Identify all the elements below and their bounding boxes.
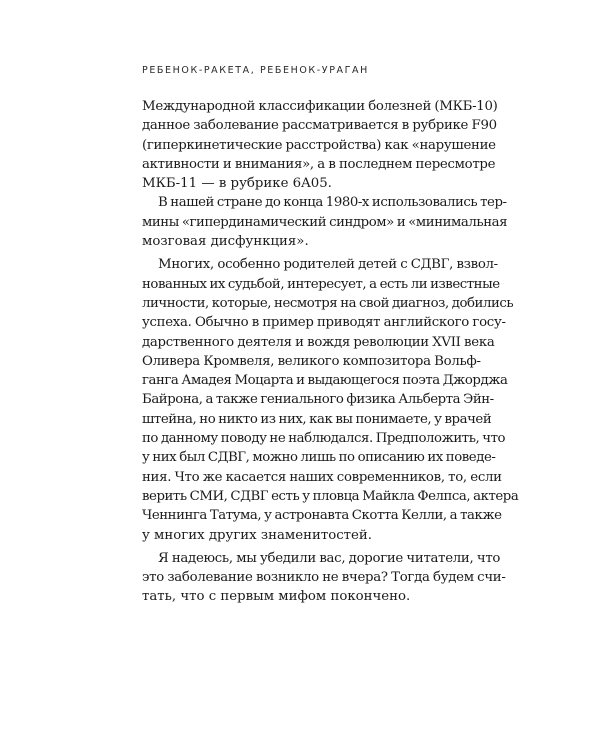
running-head: РЕБЕНОК-РАКЕТА, РЕБЕНОК-УРАГАН [142, 65, 369, 76]
text-line: В нашей стране до конца 1980-х использовались тер- [158, 195, 507, 211]
text-line: это заболевание возникло не вчера? Тогда будем счи- [142, 570, 506, 586]
paragraph-4 [142, 549, 506, 607]
text-line: у них был СДВГ, можно лишь по описанию их поведе- [142, 450, 496, 466]
text-line: Байрона, а также гениального физика Альберта Эйн- [142, 392, 494, 408]
text-line: штейна, но никто из них, как вы понимаете, у врачей [142, 411, 492, 427]
text-line: дарственного деятеля и вождя революции XVII века [142, 334, 495, 350]
text-line: личности, которые, несмотря на свой диагноз, добились [142, 295, 514, 311]
text-line: Ченнинга Татума, у астронавта Скотта Келли, а также [142, 508, 502, 524]
text-line: успеха. Обычно в пример приводят английского госу- [142, 315, 506, 331]
text-line: Международной классификации болезней (МКБ-10) [142, 99, 498, 114]
text-line: по данному поводу не наблюдался. Предположить, что [142, 431, 506, 447]
paragraph-2 [142, 193, 508, 251]
text-line: активности и внимания», а в последнем пересмотре [142, 156, 496, 172]
text-line: ния. Что же касается наших современников, то, если [142, 469, 502, 485]
paragraph-3 [142, 255, 519, 544]
text-line: Я надеюсь, мы убедили вас, дорогие читатели, что [158, 550, 501, 566]
text-line: данное заболевание рассматривается в рубрике F90 [142, 118, 497, 134]
text-line: верить СМИ, СДВГ есть у пловца Майкла Фелпса, актера [142, 488, 519, 504]
text-line: мины «гипердинамический синдром» и «минимальная [142, 214, 508, 230]
text-line: мозговая дисфункция». [142, 234, 309, 250]
text-line: нованных их судьбой, интересует, а есть ли известные [142, 276, 500, 292]
body-text [142, 97, 519, 607]
paragraph-1 [142, 97, 498, 193]
text-line: тать, что с первым мифом покончено. [142, 589, 411, 605]
text-line: ганга Амадея Моцарта и выдающегося поэта Джорджа [142, 373, 508, 389]
text-line: Оливера Кромвеля, великого композитора Вольф- [142, 353, 481, 369]
text-line: (гиперкинетические расстройства) как «нарушение [142, 137, 496, 153]
text-line: МКБ-11 — в рубрике 6A05. [142, 176, 332, 192]
text-line: у многих других знаменитостей. [142, 527, 372, 543]
text-line: Многих, особенно родителей детей с СДВГ, взвол- [158, 257, 498, 273]
